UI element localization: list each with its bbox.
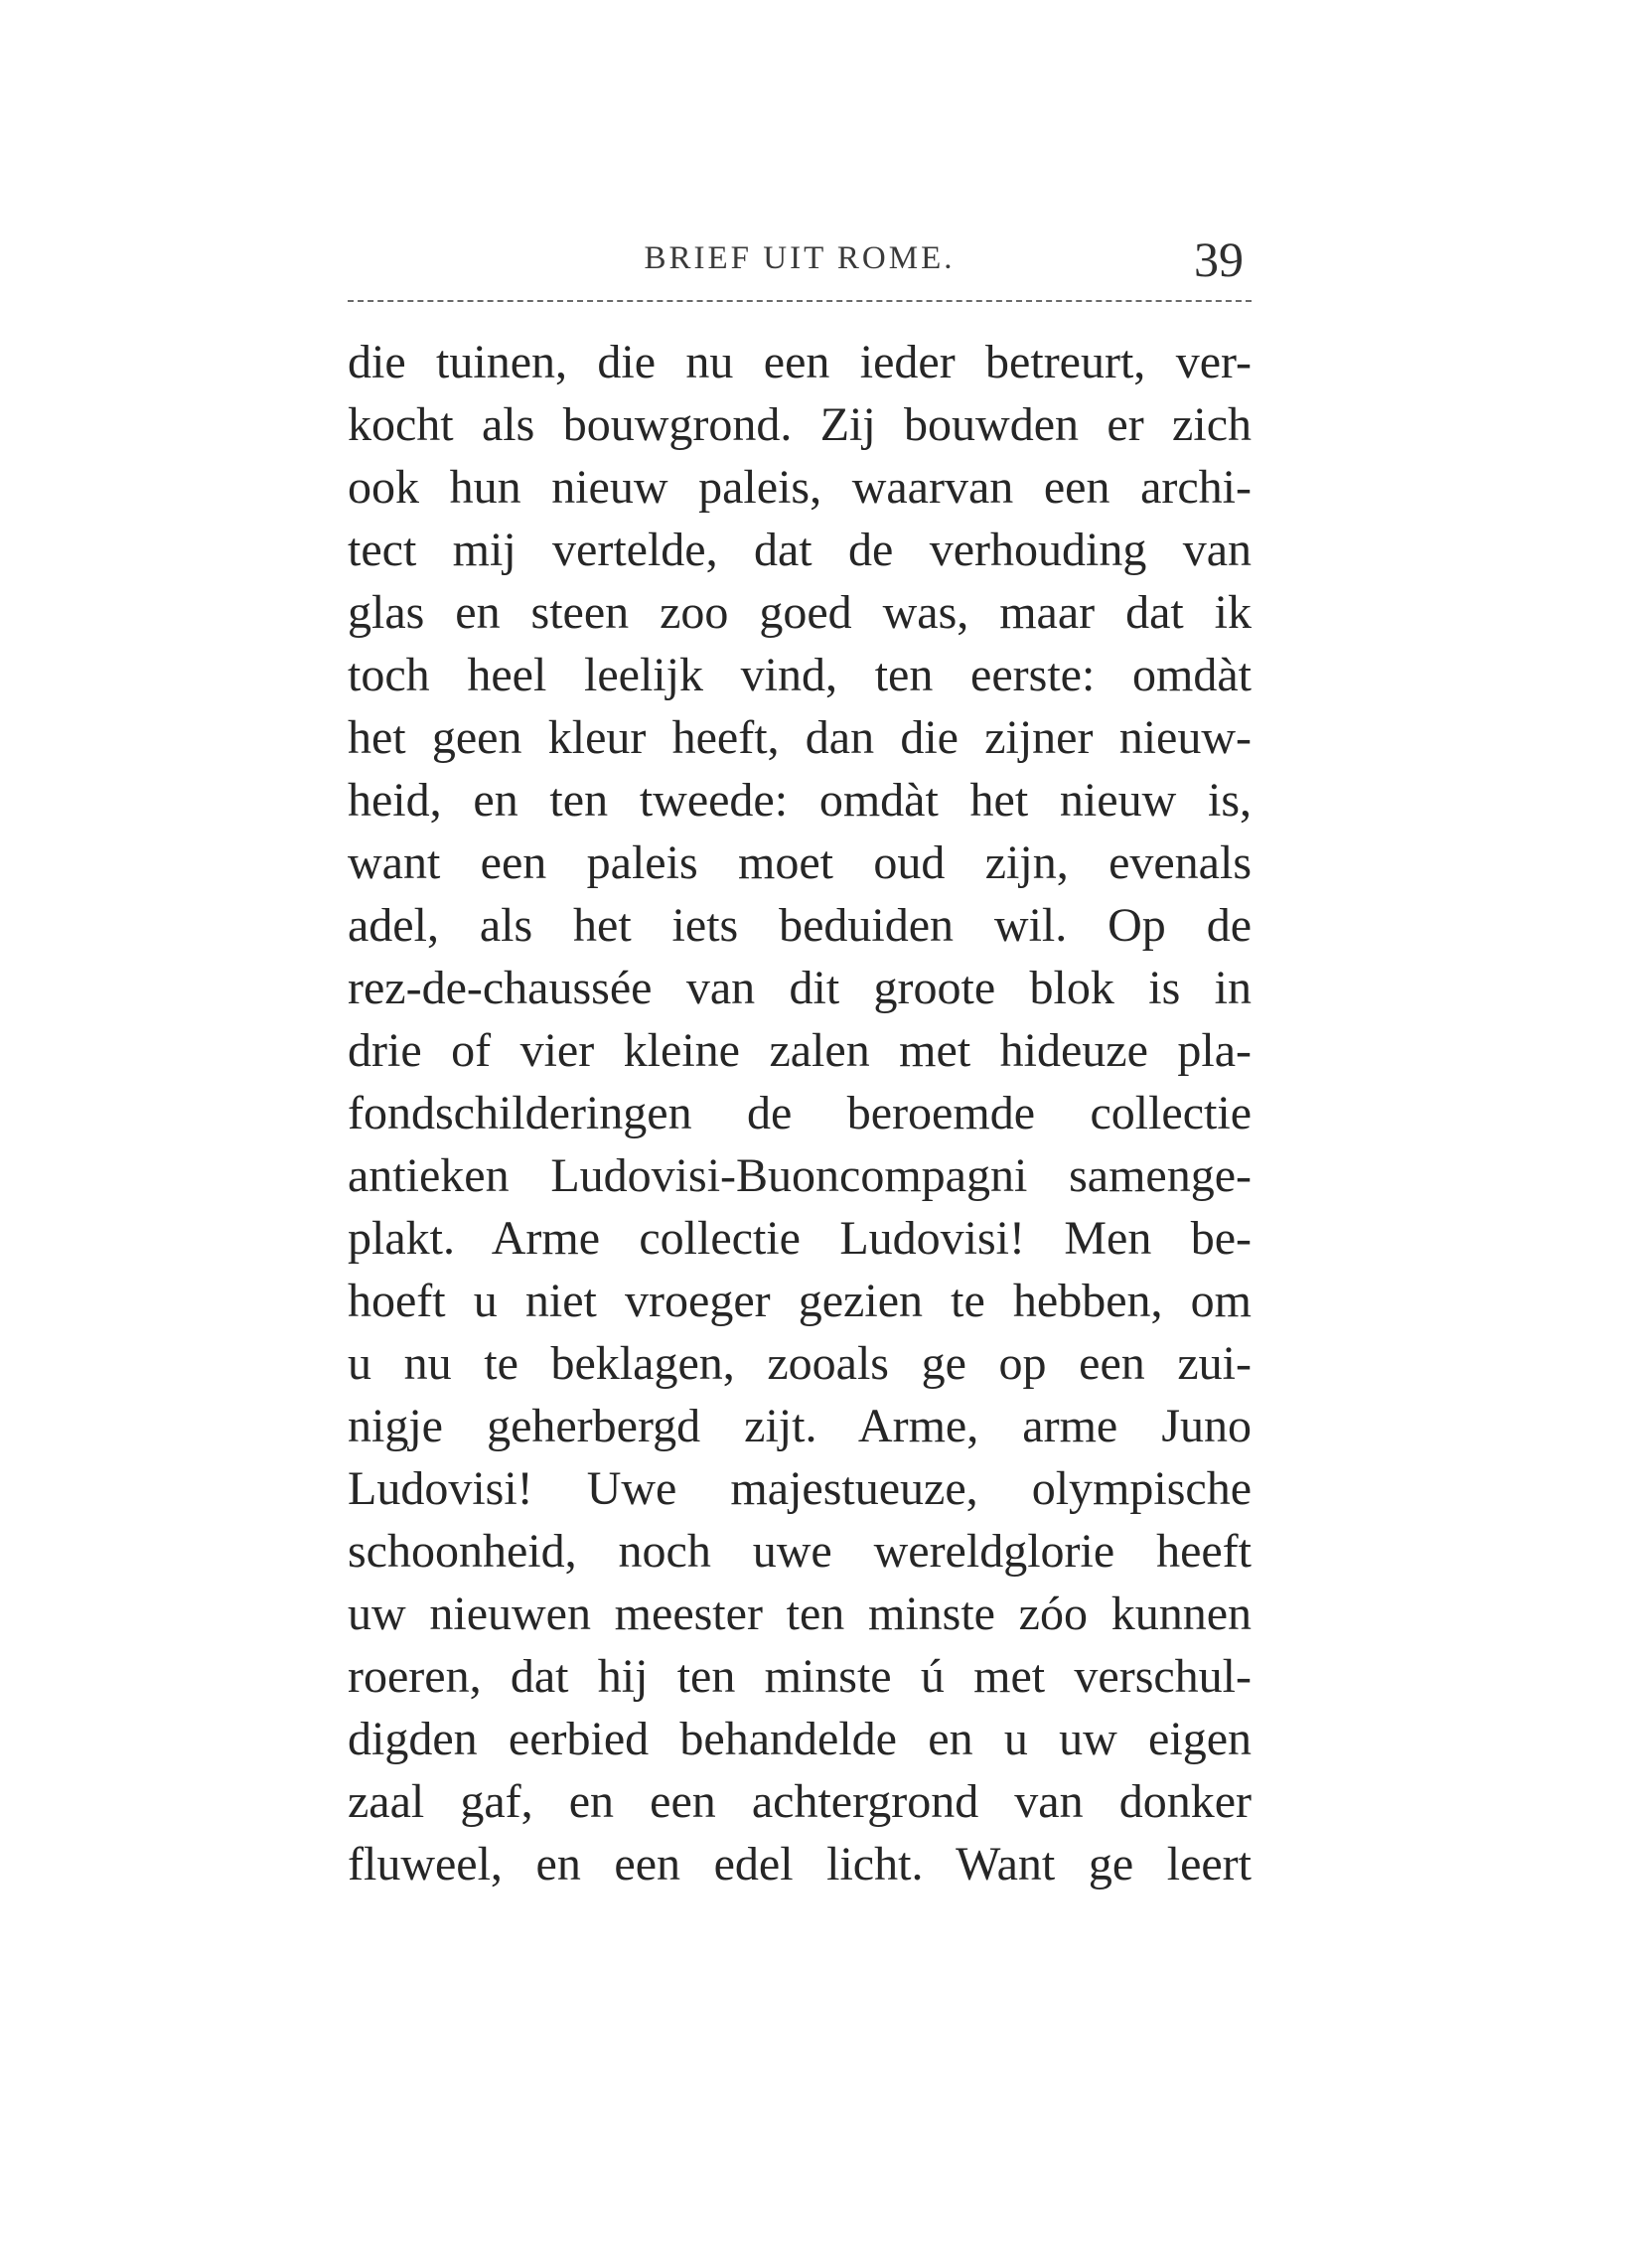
text-line: want een paleis moet oud zijn, evenals xyxy=(348,836,1252,889)
text-line: uw nieuwen meester ten minste zóo kunnen xyxy=(348,1588,1252,1640)
body-text xyxy=(348,331,1252,1895)
text-line: u nu te beklagen, zooals ge op een zui- xyxy=(348,1337,1252,1390)
text-line: tect mij vertelde, dat de verhouding van xyxy=(348,524,1252,576)
running-head xyxy=(348,230,1252,300)
text-line: ook hun nieuw paleis, waarvan een archi- xyxy=(348,461,1252,514)
text-line: rez-de-chaussée van dit groote blok is in xyxy=(348,962,1252,1014)
text-line: plakt. Arme collectie Ludovisi! Men be- xyxy=(348,1212,1252,1265)
text-line: hoeft u niet vroeger gezien te hebben, om xyxy=(348,1275,1252,1327)
header-rule xyxy=(348,300,1252,302)
text-line: drie of vier kleine zalen met hideuze pla- xyxy=(348,1024,1252,1077)
text-line: het geen kleur heeft, dan die zijner nieuw- xyxy=(348,711,1252,764)
text-line: roeren, dat hij ten minste ú met verschul- xyxy=(348,1650,1252,1703)
text-line: schoonheid, noch uwe wereldglorie heeft xyxy=(348,1525,1252,1578)
text-line: toch heel leelijk vind, ten eerste: omdàt xyxy=(348,649,1252,701)
page-number: 39 xyxy=(1194,231,1244,287)
text-line: nigje geherbergd zijt. Arme, arme Juno xyxy=(348,1400,1252,1452)
text-line: digden eerbied behandelde en u uw eigen xyxy=(348,1713,1252,1765)
text-line: antieken Ludovisi-Buoncompagni samenge- xyxy=(348,1149,1252,1202)
text-line: fondschilderingen de beroemde collectie xyxy=(348,1087,1252,1139)
running-title: BRIEF UIT ROME. xyxy=(644,240,956,276)
text-line: glas en steen zoo goed was, maar dat ik xyxy=(348,586,1252,639)
text-line: Ludovisi! Uwe majestueuze, olympische xyxy=(348,1462,1252,1515)
text-line: heid, en ten tweede: omdàt het nieuw is, xyxy=(348,774,1252,827)
text-line: kocht als bouwgrond. Zij bouwden er zich xyxy=(348,398,1252,451)
text-line: fluweel, en een edel licht. Want ge leert xyxy=(348,1838,1252,1890)
text-line: die tuinen, die nu een ieder betreurt, ver- xyxy=(348,336,1252,388)
text-line: adel, als het iets beduiden wil. Op de xyxy=(348,899,1252,952)
text-line: zaal gaf, en een achtergrond van donker xyxy=(348,1775,1252,1828)
